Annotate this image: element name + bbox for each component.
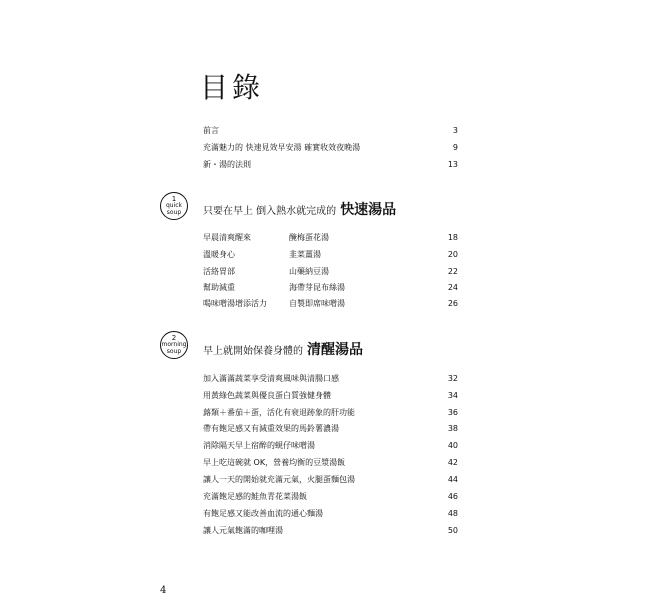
- section-badge-morning: 2 morning soup: [160, 331, 188, 359]
- toc-row[interactable]: 有飽足感又能改善血流的通心麵湯 48: [203, 509, 458, 518]
- toc-row[interactable]: 讓人一天的開始就充滿元氣，火腿蛋麵包湯 44: [203, 475, 458, 484]
- toc-row[interactable]: 充滿飽足感的鮭魚青花菜湯飯 46: [203, 492, 458, 501]
- toc-row[interactable]: 溫暖身心 韭菜薑湯 20: [203, 250, 458, 259]
- toc-row[interactable]: 用黃綠色蔬菜與優良蛋白質強健身體 34: [203, 391, 458, 400]
- page-title: 目錄: [200, 71, 265, 104]
- toc-row[interactable]: 蕗類＋番茄＋蛋，活化有衰退跡象的肝功能 36: [203, 408, 458, 417]
- toc-row[interactable]: 消除隔天早上宿醉的蜆仔味噌湯 40: [203, 441, 458, 450]
- section-heading: 早上就開始保養身體的 清醒湯品: [203, 342, 363, 358]
- toc-row[interactable]: 喝味噌湯增添活力 自製即席味噌湯 26: [203, 299, 458, 308]
- section-heading: 只要在早上 倒入熱水就完成的 快速湯品: [203, 202, 397, 218]
- page-number: 4: [160, 585, 167, 596]
- toc-row[interactable]: 加入滿滿蔬菜享受清爽風味與清腸口感 32: [203, 374, 458, 383]
- toc-row[interactable]: 幫助減重 海帶芽昆布絲湯 24: [203, 283, 458, 292]
- toc-row[interactable]: 活絡胃部 山藥納豆湯 22: [203, 267, 458, 276]
- toc-row[interactable]: 早上吃這碗就 OK，營養均衡的豆漿湯飯 42: [203, 458, 458, 467]
- toc-row[interactable]: 早晨清爽醒來 醃梅蛋花湯 18: [203, 233, 458, 242]
- section-badge-quick: 1 quick soup: [160, 192, 188, 220]
- toc-row[interactable]: 充滿魅力的 快速見效早安湯 確實收效夜晚湯 9: [203, 143, 458, 152]
- toc-row[interactable]: 前言 3: [203, 126, 458, 135]
- toc-row[interactable]: 新・湯的法則 13: [203, 160, 458, 169]
- toc-row[interactable]: 讓人元氣飽滿的咖哩湯 50: [203, 526, 458, 535]
- toc-row[interactable]: 帶有飽足感又有減重效果的馬鈴薯濃湯 38: [203, 424, 458, 433]
